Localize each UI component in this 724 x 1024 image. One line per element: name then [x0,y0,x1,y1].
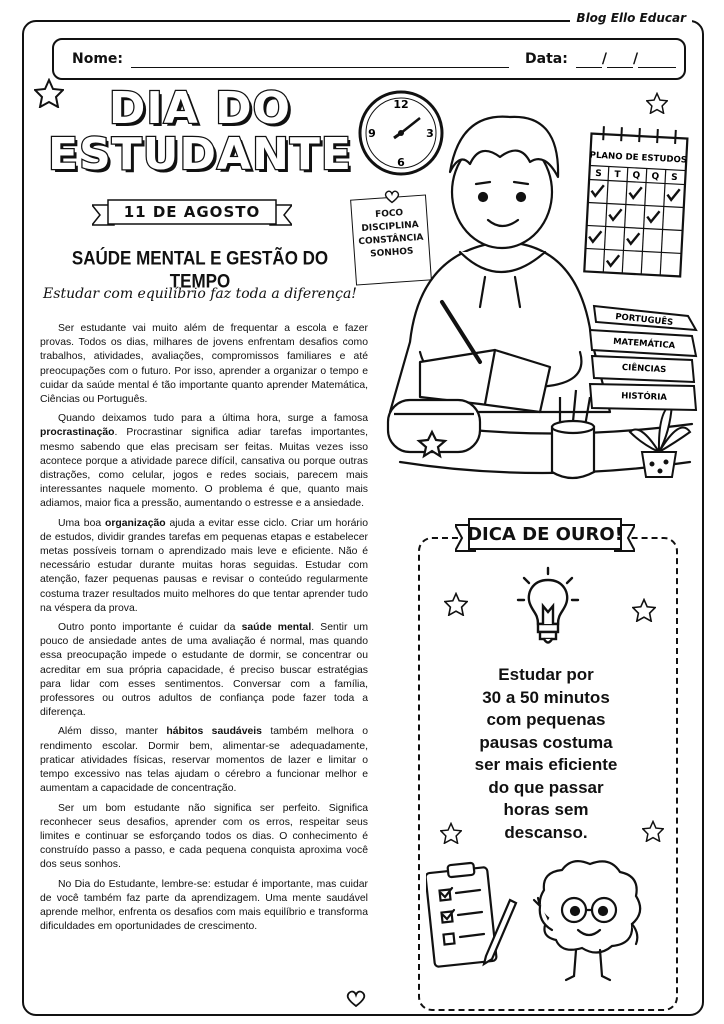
text-run: . Sentir um pouco de ansiedade antes de uma avaliação é normal, mas quando essa preocupação impede o estudante de dormir, se concentrar ou acreditar em sua própria capacidade, é preciso buscar estratégias para lidar com esses sentimentos. Conversar com a família, professores ou outros adultos de confiança pode fazer toda a diferença. [40,622,368,719]
article-body [40,322,368,939]
article-paragraph: Ser estudante vai muito além de frequentar a escola e fazer provas. Todos os dias, milhares de jovens enfrentam desafios como trabalhos, atividades, avaliações, compromissos familiares e até preocupações com o futuro. Por isso, aprender a organizar o tempo e cuidar da saúde mental é tão importante quanto aprender Matemática, Ciências ou Português. [40,323,368,406]
study-plan-calendar [582,122,690,282]
title-line-2: ESTUDANTE [48,129,352,180]
highlight-term: hábitos saudáveis [166,726,262,738]
tip-line: descanso. [504,822,588,842]
blog-credit: Blog Ello Educar [570,11,692,25]
star-icon [34,78,64,108]
plan-day: Q [632,170,641,182]
text-run: . Procrastinar significa adiar tarefas importantes, mesmo sabendo que elas precisam ser feitas. Muitas vezes isso acontece porque a atividade parece difícil, cansativa ou porque outras distrações, como celular, jogos e redes sociais, parecem mais interessantes naquele momento. O problema é que, quanto mais adiamos, maior fica a pressão, aumentando o estresse e a ansiedade. [40,427,368,510]
date-year-field[interactable] [638,51,676,68]
note-word: CONSTÂNCIA [358,232,424,248]
text-run: Quando deixamos tudo para a última hora, surge a famosa [58,413,368,425]
book-label: PORTUGUÊS [614,311,674,329]
subtitle: SAÚDE MENTAL E GESTÃO DO TEMPO [71,247,329,292]
article-paragraph [40,412,368,511]
book-label: CIÊNCIAS [621,362,667,376]
title-line-1: DIA DO [108,83,292,134]
name-field[interactable] [131,51,509,68]
date-ribbon: 11 DE AGOSTO [123,203,261,221]
name-date-bar: Nome: Data: / / [52,38,686,80]
tip-line: horas sem [503,800,589,819]
book-label: MATEMÁTICA [612,336,676,352]
clock-12: 12 [393,98,409,111]
tip-line: Estudar por [498,665,594,684]
text-run: também melhora o rendimento escolar. Dormir bem, alimentar-se adequadamente, praticar atividades físicas, reservar momentos de lazer e limitar o tempo excessivo nas telas ajudam o cérebro a funcionar melhor e aumentam a capacidade de concentração. [40,726,368,795]
plan-day: T [614,169,621,181]
note-word: FOCO [374,208,404,221]
tip-line: pausas costuma [479,732,613,752]
text-run: ajuda a evitar esse ciclo. Criar um horário de estudos, dividir grandes tarefas em pequenas etapas e estabelecer metas possíveis tornam o aprendizado mais leve e eficiente. Não é necessário estudar durante muitas horas seguidas. Estudar com atenção, fazer pequenas pausas e revisar o conteúdo regularmente costuma trazer resultados muito melhores do que tentar aprender tudo na véspera da prova. [40,517,368,614]
brain-mascot-icon [528,848,648,988]
plan-day: S [594,168,602,180]
article-paragraph: No Dia do Estudante, lembre-se: estudar é importante, mas cuidar de você também faz parte da aprendizagem. Uma mente saudável aprende melhor, enfrenta os desafios com mais equilíbrio e transforma dificuldades em oportunidades de crescimento. [40,878,368,933]
book-stack [588,300,700,418]
highlight-term: organização [104,517,166,529]
text-run: Outro ponto importante é cuidar da [58,622,242,634]
highlight-term: saúde mental [241,622,312,634]
star-icon [646,92,668,114]
tip-line: do que passar [488,777,604,797]
text-run: Além disso, manter [58,726,167,738]
script-tagline: Estudar com equilíbrio faz toda a diferença! [43,286,357,302]
article-paragraph [40,517,368,616]
checklist-icon [426,860,518,970]
note-word: DISCIPLINA [361,220,420,235]
article-paragraph [40,621,368,720]
plan-title: PLANO DE ESTUDOS [589,150,688,166]
clock-6: 6 [397,156,405,169]
tip-line: com pequenas [486,710,606,729]
tip-title: DICA DE OURO! [467,524,623,545]
article-paragraph [40,725,368,796]
lightbulb-icon [516,566,580,650]
heart-icon [384,190,400,204]
plan-day: S [670,172,678,184]
book-label: HISTÓRIA [621,391,668,403]
date-day-field[interactable] [576,51,602,68]
clock-3: 3 [426,127,434,140]
page-title [40,83,360,180]
clock-9: 9 [368,127,376,140]
name-label: Nome: [72,51,124,67]
tip-line: ser mais eficiente [474,755,618,774]
tip-text [446,664,646,844]
note-word: SONHOS [369,246,414,260]
article-paragraph: Ser um bom estudante não significa ser perfeito. Significa reconhecer seus desafios, aprender com os erros, respeitar seus limites e continuar se esforçando todos os dias. O conhecimento é construído passo a passo, e cada pequena conquista aproxima você dos seus sonhos. [40,802,368,871]
tip-line: 30 a 50 minutos [482,687,610,707]
date-label: Data: [525,51,568,67]
heart-icon [346,990,366,1008]
text-run: Uma boa [58,517,105,529]
date-month-field[interactable] [607,51,633,68]
plan-day: Q [651,171,660,183]
highlight-term: procrastinação [40,427,115,439]
